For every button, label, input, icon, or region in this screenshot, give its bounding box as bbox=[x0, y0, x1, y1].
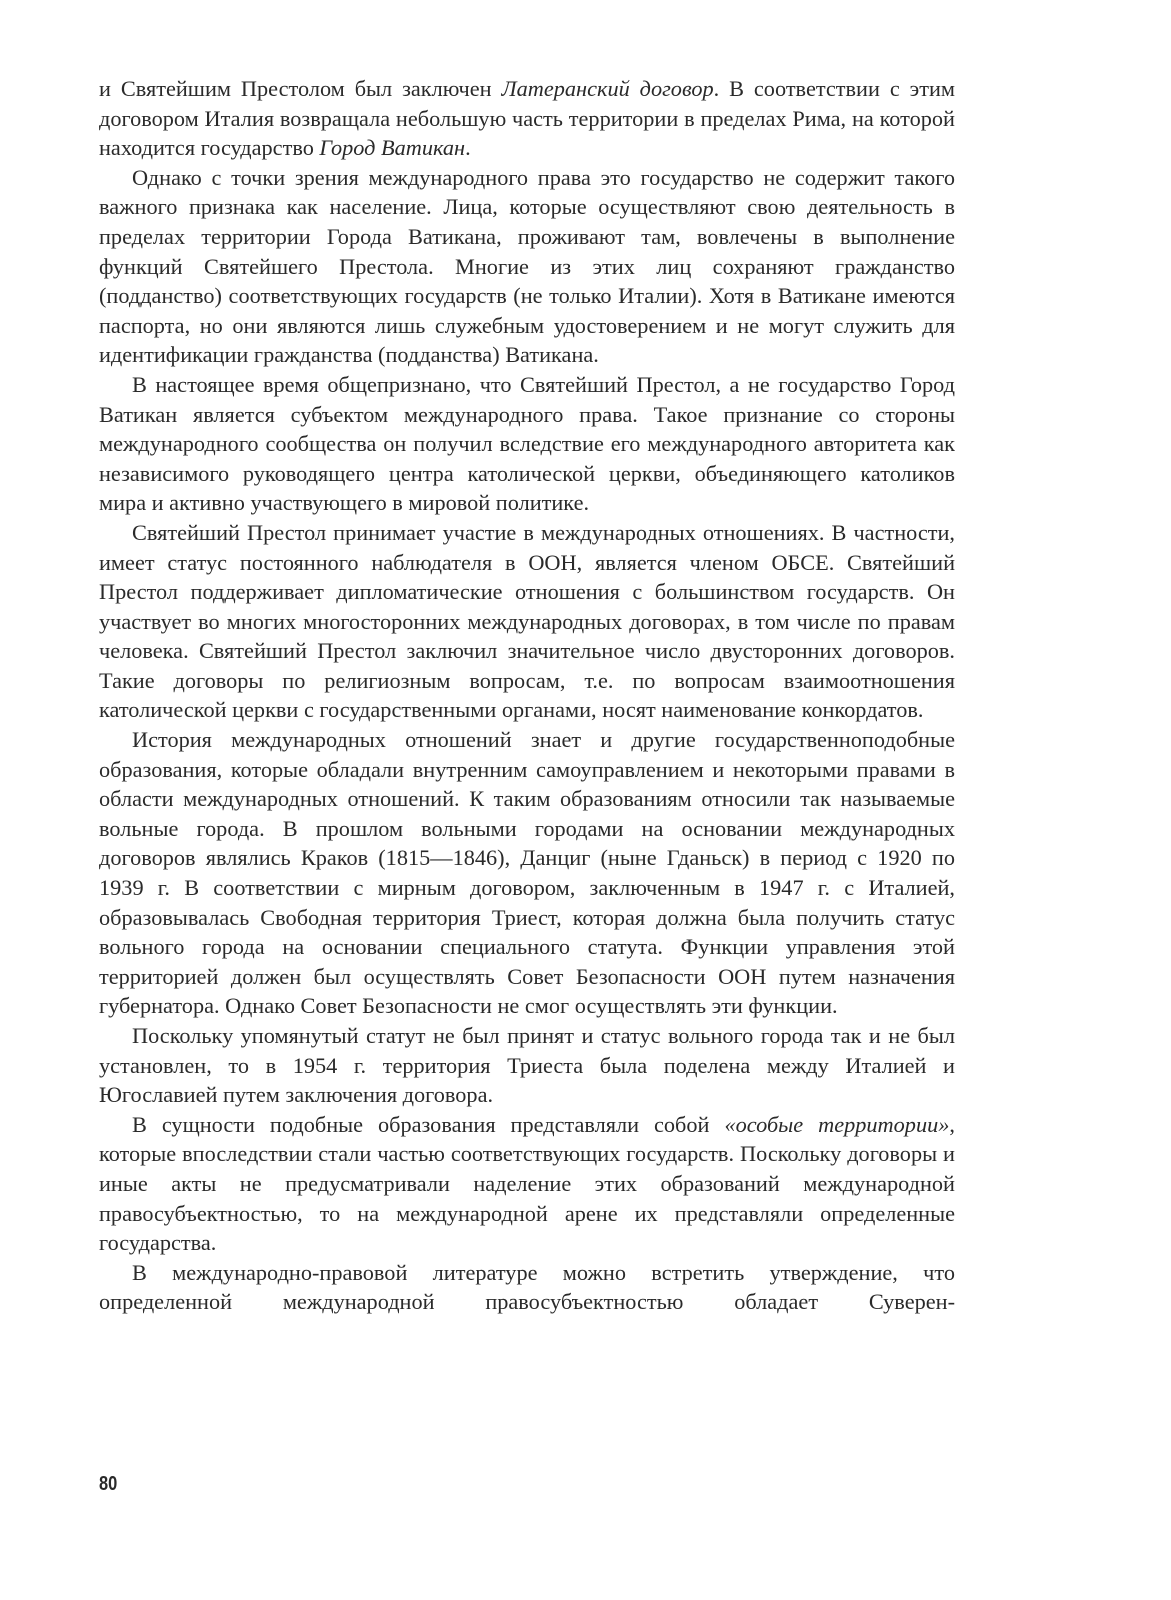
paragraph-1-text-cont: . В соответствии с этим договором Италия возвращала небольшую часть территории в пределах Рима, на которой находится государство bbox=[99, 76, 955, 161]
paragraph-2 bbox=[99, 163, 955, 370]
paragraph-5-text: История международных отношений знает и другие государственноподобные образования, которые обладали внутренним самоуправлением и некоторыми правами в области международных отношений. К таким образованиям относили так называемые вольные города. В прошлом вольными городами на основании международных договоров являлись Краков (1815—1846), Данциг (ныне Гданьск) в период с 1920 по 1939 г. В соответствии с мирным договором, заключенным в 1947 г. с Италией, образовывалась Свободная территория Триест, которая должна была получить статус вольного города на основании специального статута. Функции управления этой территорией должен был осуществлять Совет Безопасности ООН путем назначения губернатора. Однако Совет Безопасности не смог осуществлять эти функции. bbox=[99, 727, 955, 1019]
paragraph-1 bbox=[99, 74, 955, 163]
paragraph-4 bbox=[99, 518, 955, 725]
page-number: 80 bbox=[99, 1473, 118, 1495]
paragraph-8 bbox=[99, 1258, 955, 1317]
paragraph-8-text: В международно-правовой литературе можно встретить утверждение, что определенной международной правосубъектностью обладает Суверен- bbox=[99, 1259, 955, 1315]
paragraph-6-text: Поскольку упомянутый статут не был принят и статус вольного города так и не был установлен, то в 1954 г. территория Триеста была поделена между Италией и Югославией путем заключения договора. bbox=[99, 1023, 955, 1108]
lateran-treaty-term: Латеранский договор bbox=[501, 76, 714, 101]
paragraph-7-text: В сущности подобные образования представляли собой bbox=[132, 1111, 725, 1137]
paragraph-6 bbox=[99, 1021, 955, 1110]
paragraph-2-text: Однако с точки зрения международного права это государство не содержит такого важного признака как население. Лица, которые осуществляют свою деятельность в пределах территории Города Ватикана, проживают там, вовлечены в выполнение функций Святейшего Престола. Многие из этих лиц сохраняют гражданство (подданство) соответствующих государств (не только Италии). Хотя в Ватикане имеются паспорта, но они являются лишь служебным удостоверением и не могут служить для идентификации гражданства (подданства) Ватикана. bbox=[99, 164, 955, 368]
paragraph-1-end: . bbox=[465, 135, 471, 161]
paragraph-5 bbox=[99, 725, 955, 1021]
paragraph-3-text: В настоящее время общепризнано, что Святейший Престол, а не государство Город Ватикан является субъектом международного права. Такое признание со стороны международного сообщества он получил вследствие его международного авторитета как независимого руководящего центра католической церкви, объединяющего католиков мира и активно участвующего в мировой политике. bbox=[99, 371, 955, 516]
paragraph-7-text-cont: , которые впоследствии стали частью соответствующих государств. Поскольку договоры и иные акты не предусматривали наделение этих образований международной правосубъектностью, то на международной арене их представляли определенные государства. bbox=[99, 1111, 955, 1256]
special-territories-term: «особые территории» bbox=[724, 1111, 950, 1137]
vatican-city-term: Город Ватикан bbox=[319, 135, 466, 161]
paragraph-4-text: Святейший Престол принимает участие в международных отношениях. В частности, имеет статус постоянного наблюдателя в ООН, является членом ОБСЕ. Святейший Престол поддерживает дипломатические отношения с большинством государств. Он участвует во многих многосторонних международных договорах, в том числе по правам человека. Святейший Престол заключил значительное число двусторонних договоров. Такие договоры по религиозным вопросам, т.е. по вопросам взаимоотношения католической церкви с государственными органами, носят наименование конкордатов. bbox=[99, 519, 955, 723]
page-body bbox=[99, 74, 955, 1317]
paragraph-1-text: и Святейшим Престолом был заключен bbox=[99, 76, 502, 101]
paragraph-3 bbox=[99, 370, 955, 518]
paragraph-7 bbox=[99, 1110, 955, 1258]
